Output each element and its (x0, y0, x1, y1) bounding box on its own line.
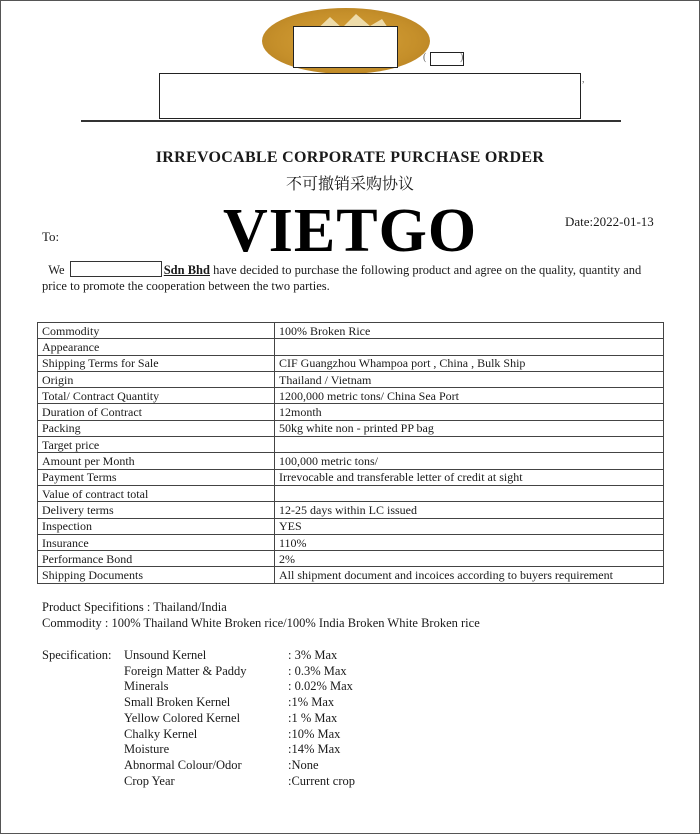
terms-row (38, 518, 664, 534)
terms-row (38, 551, 664, 567)
term-label: Target price (38, 437, 275, 453)
document-title-chinese: 不可撤销采购协议 (285, 174, 414, 193)
term-value: CIF Guangzhou Whampoa port , China , Bulk Ship (275, 355, 664, 371)
commodity-line: Commodity : 100% Thailand White Broken rice/100% India Broken White Broken rice (42, 616, 480, 630)
spec-name: Minerals (124, 679, 169, 694)
term-label: Inspection (38, 518, 275, 534)
terms-row (38, 485, 664, 501)
spec-value: :14% Max (288, 742, 341, 757)
term-label: Performance Bond (38, 551, 275, 567)
intro-paragraph (42, 261, 642, 294)
buyer-company-suffix: Sdn Bhd (163, 263, 210, 277)
term-value: 1200,000 metric tons/ China Sea Port (275, 388, 664, 404)
spec-value: :Current crop (288, 773, 355, 788)
spec-name: Unsound Kernel (124, 648, 207, 662)
spec-value: :1 % Max (288, 710, 338, 725)
document-title: IRREVOCABLE CORPORATE PURCHASE ORDER (155, 149, 545, 166)
term-label: Insurance (38, 534, 275, 550)
term-label: Duration of Contract (38, 404, 275, 420)
header-divider (81, 120, 621, 122)
product-specifications: Product Specifitions : Thailand/India (42, 600, 227, 614)
terms-row (38, 502, 664, 518)
terms-row (38, 567, 664, 583)
watermark: VIETGO (223, 197, 478, 265)
spec-value: : 0.3% Max (288, 663, 347, 678)
term-label: Delivery terms (38, 502, 275, 518)
redacted-company-name (293, 26, 398, 68)
redacted-registration-number (430, 52, 464, 66)
term-value: 100% Broken Rice (275, 323, 664, 339)
terms-row (38, 420, 664, 436)
intro-text: have decided to purchase the following product and agree on the quality, quantity and price to promote the cooperation between the two parties. (42, 263, 642, 293)
terms-row (38, 404, 664, 420)
term-value: 2% (275, 551, 664, 567)
spec-value: : 0.02% Max (288, 679, 353, 694)
term-value (275, 339, 664, 355)
term-label: Packing (38, 420, 275, 436)
term-value: All shipment document and incoices according to buyers requirement (275, 567, 664, 583)
term-value: 50kg white non - printed PP bag (275, 420, 664, 436)
redacted-company-address (159, 73, 581, 119)
term-label: Shipping Terms for Sale (38, 355, 275, 371)
spec-name: Moisture (124, 742, 170, 757)
term-value: 110% (275, 534, 664, 550)
intro-prefix: We (48, 263, 65, 277)
term-value (275, 437, 664, 453)
terms-row (38, 355, 664, 371)
spec-value: :10% Max (288, 726, 341, 741)
spec-name: Chalky Kernel (124, 726, 198, 741)
redacted-buyer-name (70, 261, 162, 277)
paren-open: ( (423, 52, 427, 63)
address-comma: , (582, 74, 585, 85)
term-label: Total/ Contract Quantity (38, 388, 275, 404)
term-value: YES (275, 518, 664, 534)
spec-value: :1% Max (288, 695, 335, 710)
term-value: Thailand / Vietnam (275, 371, 664, 387)
spec-name: Small Broken Kernel (124, 695, 231, 710)
term-label: Origin (38, 371, 275, 387)
terms-row (38, 469, 664, 485)
term-value: 12-25 days within LC issued (275, 502, 664, 518)
spec-name: Foreign Matter & Paddy (124, 663, 247, 678)
term-label: Shipping Documents (38, 567, 275, 583)
term-value (275, 485, 664, 501)
term-value: Irrevocable and transferable letter of credit at sight (275, 469, 664, 485)
term-label: Appearance (38, 339, 275, 355)
term-value: 100,000 metric tons/ (275, 453, 664, 469)
terms-table (37, 322, 664, 584)
spec-value: : 3% Max (288, 648, 338, 662)
terms-row (38, 371, 664, 387)
term-label: Amount per Month (38, 453, 275, 469)
spec-name: Abnormal Colour/Odor (124, 757, 242, 772)
terms-row (38, 453, 664, 469)
spec-name: Crop Year (124, 773, 175, 788)
specification-label: Specification: (42, 648, 112, 662)
terms-row (38, 437, 664, 453)
term-value: 12month (275, 404, 664, 420)
terms-row (38, 534, 664, 550)
recipient-label: To: (42, 229, 60, 244)
spec-value: :None (288, 757, 319, 772)
terms-row (38, 339, 664, 355)
paren-close: ) (460, 52, 464, 63)
term-label: Commodity (38, 323, 275, 339)
term-label: Payment Terms (38, 469, 275, 485)
spec-name: Yellow Colored Kernel (124, 710, 241, 725)
document-date: Date:2022-01-13 (565, 214, 654, 229)
term-label: Value of contract total (38, 485, 275, 501)
terms-row (38, 388, 664, 404)
terms-row (38, 323, 664, 339)
